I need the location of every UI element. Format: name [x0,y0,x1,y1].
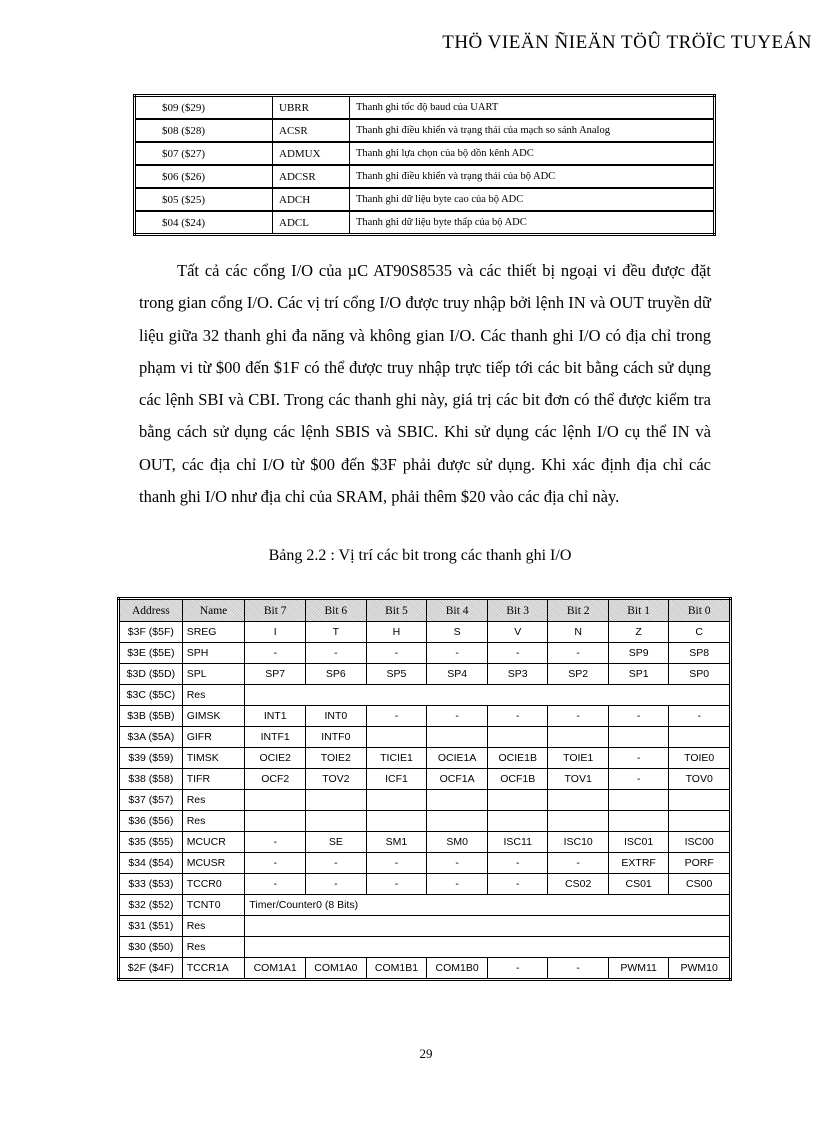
column-header: Name [182,599,245,622]
bit-cell: SP5 [366,664,427,685]
bit-cell: SP9 [608,643,669,664]
bit-cell: S [427,622,488,643]
body-paragraph [139,255,711,513]
column-header: Address [119,599,183,622]
bit-cell: TOIE2 [306,748,367,769]
bit-cell: INT0 [306,706,367,727]
register-address: $3E ($5E) [119,643,183,664]
bit-cell: T [306,622,367,643]
bit-cell [669,811,731,832]
bit-cell: TOV2 [306,769,367,790]
table-row [119,853,731,874]
bit-cell [487,790,548,811]
bit-cell: SM0 [427,832,488,853]
table-row [119,706,731,727]
register-description: Thanh ghi tốc độ baud của UART [350,96,715,120]
register-address: $3A ($5A) [119,727,183,748]
register-name: TIFR [182,769,245,790]
table-row [119,832,731,853]
bit-cell: TOV0 [669,769,731,790]
register-bit-table [117,597,732,981]
bit-cell: SM1 [366,832,427,853]
register-address: $33 ($53) [119,874,183,895]
register-name: SPH [182,643,245,664]
table-row [119,895,731,916]
bit-cell: - [366,853,427,874]
bit-cell: CS02 [548,874,608,895]
bit-cell: SP6 [306,664,367,685]
register-name: Res [182,916,245,937]
spanning-cell [245,916,731,937]
bit-cell: COM1A1 [245,958,306,980]
register-address: $37 ($57) [119,790,183,811]
register-name: Res [182,811,245,832]
table-row [135,142,715,165]
table-row [119,769,731,790]
bit-cell: INT1 [245,706,306,727]
table-header-row [119,599,731,622]
bit-cell: N [548,622,608,643]
register-address: $34 ($54) [119,853,183,874]
bit-cell [487,727,548,748]
bit-cell: ISC10 [548,832,608,853]
bit-cell: PORF [669,853,731,874]
register-name: GIMSK [182,706,245,727]
bit-cell: CS00 [669,874,731,895]
table-row [135,119,715,142]
bit-cell: V [487,622,548,643]
bit-cell: COM1B1 [366,958,427,980]
column-header: Bit 3 [487,599,548,622]
table-row [135,165,715,188]
spanning-cell [245,937,731,958]
spanning-cell [245,685,731,706]
register-description: Thanh ghi dữ liệu byte thấp của bộ ADC [356,217,527,228]
bit-cell: OCF2 [245,769,306,790]
bit-cell: - [548,706,608,727]
bit-cell: - [427,874,488,895]
bit-cell [366,811,427,832]
bit-cell: ISC01 [608,832,669,853]
column-header: Bit 7 [245,599,306,622]
bit-cell: ISC00 [669,832,731,853]
bit-cell [245,790,306,811]
bit-cell: - [487,706,548,727]
table-row [119,874,731,895]
table-row [119,811,731,832]
bit-cell: - [608,706,669,727]
register-description: Thanh ghi lựa chọn của bộ dồn kênh ADC [350,142,715,165]
register-address: $04 ($24) [135,211,273,235]
bit-cell: C [669,622,731,643]
bit-cell: SP8 [669,643,731,664]
bit-cell: TOIE0 [669,748,731,769]
bit-cell: H [366,622,427,643]
bit-cell: - [487,853,548,874]
bit-cell [306,811,367,832]
table-row [119,916,731,937]
bit-cell [487,811,548,832]
register-address: $39 ($59) [119,748,183,769]
column-header: Bit 5 [366,599,427,622]
register-description: Thanh ghi dữ liệu byte cao của bộ ADC [350,188,715,211]
bit-cell [669,727,731,748]
bit-cell: - [306,874,367,895]
table-row [119,937,731,958]
bit-cell: - [487,643,548,664]
register-address: $06 ($26) [135,165,273,188]
column-header: Bit 2 [548,599,608,622]
column-header: Bit 1 [608,599,669,622]
bit-cell: OCF1A [427,769,488,790]
bit-cell [548,727,608,748]
bit-cell [548,790,608,811]
bit-cell: - [366,706,427,727]
register-name: MCUSR [182,853,245,874]
register-name: ADMUX [273,142,350,165]
bit-cell: PWM11 [608,958,669,980]
bit-cell: OCIE1A [427,748,488,769]
register-name: TCCR0 [182,874,245,895]
register-address: $3F ($5F) [119,622,183,643]
register-address: $38 ($58) [119,769,183,790]
bit-cell: - [427,643,488,664]
page-header: THÖ VIEÄN ÑIEÄN TÖÛ TRÖÏC TUYEÁN [442,32,812,53]
bit-cell [608,727,669,748]
bit-cell [306,790,367,811]
register-name: Res [182,937,245,958]
bit-cell: CS01 [608,874,669,895]
register-name: TIMSK [182,748,245,769]
bit-cell: SP1 [608,664,669,685]
register-name: TCNT0 [182,895,245,916]
register-address: $35 ($55) [119,832,183,853]
table-caption: Bảng 2.2 : Vị trí các bit trong các thanh ghi I/O [268,547,572,564]
bit-cell: SP4 [427,664,488,685]
register-address: $32 ($52) [119,895,183,916]
bit-cell: EXTRF [608,853,669,874]
table-row [119,748,731,769]
page-number: 29 [419,1046,433,1061]
bit-cell: COM1B0 [427,958,488,980]
bit-cell: - [548,958,608,980]
bit-cell: - [245,853,306,874]
register-address: $3D ($5D) [119,664,183,685]
bit-cell [427,790,488,811]
register-name: ADCSR [273,165,350,188]
register-name: ADCH [273,188,350,211]
register-name: UBRR [273,96,350,120]
bit-cell: SP3 [487,664,548,685]
register-name: SREG [182,622,245,643]
bit-cell: - [548,643,608,664]
register-description: Thanh ghi điều khiển và trạng thái của mạch so sánh Analog [350,119,715,142]
bit-cell: - [608,748,669,769]
register-name: ACSR [273,119,350,142]
bit-cell: SP2 [548,664,608,685]
bit-cell: - [306,643,367,664]
bit-cell: OCIE2 [245,748,306,769]
bit-cell: I [245,622,306,643]
paragraph-text: Tất cả các cổng I/O của µC AT90S8535 và các thiết bị ngoại vi đều được đặt trong gian cổng I/O. Các vị trí cổng I/O được truy nhập bởi lệnh IN và OUT truyền dữ liệu giữa 32 thanh ghi đa năng và không gian I/O. Các thanh ghi I/O có địa chỉ trong phạm vi từ $00 đến $1F có thể được truy nhập trực tiếp tới các bit bằng cách sử dụng các lệnh SBI và CBI. Trong các thanh ghi này, giá trị các bit đơn có thể được kiểm tra bằng cách sử dụng các lệnh SBIS và SBIC. Khi sử dụng các lệnh I/O cụ thể IN và OUT, các địa chỉ I/O từ $00 đến $3F phải được sử dụng. Khi xác định địa chỉ các thanh ghi I/O như địa chỉ của SRAM, phải thêm $20 vào các địa chỉ này. [139,261,711,507]
bit-cell [548,811,608,832]
register-address: $3B ($5B) [119,706,183,727]
register-address: $2F ($4F) [119,958,183,980]
bit-cell: TOV1 [548,769,608,790]
register-name: Res [182,790,245,811]
bit-cell: Z [608,622,669,643]
register-name: Res [182,685,245,706]
register-name: ADCL [273,211,350,235]
register-name: MCUCR [182,832,245,853]
bit-cell: SE [306,832,367,853]
io-register-description-table [133,94,716,236]
register-address: $05 ($25) [135,188,273,211]
bit-cell: - [487,958,548,980]
column-header: Bit 4 [427,599,488,622]
register-address: $30 ($50) [119,937,183,958]
table-row [135,211,715,235]
register-address: $36 ($56) [119,811,183,832]
register-address: $09 ($29) [135,96,273,120]
column-header: Bit 0 [669,599,731,622]
bit-cell: - [366,643,427,664]
bit-cell [427,727,488,748]
spanning-cell: Timer/Counter0 (8 Bits) [245,895,731,916]
bit-cell: - [548,853,608,874]
table-row [119,958,731,980]
register-address: $3C ($5C) [119,685,183,706]
bit-cell: TICIE1 [366,748,427,769]
bit-cell: SP7 [245,664,306,685]
register-name: SPL [182,664,245,685]
bit-cell: SP0 [669,664,731,685]
bit-cell: - [245,643,306,664]
register-address: $07 ($27) [135,142,273,165]
table-row [119,664,731,685]
bit-cell [427,811,488,832]
table-row [135,188,715,211]
bit-cell: ICF1 [366,769,427,790]
column-header: Bit 6 [306,599,367,622]
table-row [119,685,731,706]
bit-cell: OCF1B [487,769,548,790]
bit-cell: OCIE1B [487,748,548,769]
bit-cell [366,727,427,748]
bit-cell: - [245,832,306,853]
bit-cell: TOIE1 [548,748,608,769]
table-row [119,643,731,664]
bit-cell: - [427,853,488,874]
bit-cell [366,790,427,811]
register-address: $08 ($28) [135,119,273,142]
register-name: TCCR1A [182,958,245,980]
bit-cell: - [245,874,306,895]
bit-cell: PWM10 [669,958,731,980]
bit-cell: - [608,769,669,790]
bit-cell: ISC11 [487,832,548,853]
bit-cell: INTF0 [306,727,367,748]
bit-cell [608,790,669,811]
bit-cell: - [669,706,731,727]
bit-cell: - [366,874,427,895]
bit-cell: COM1A0 [306,958,367,980]
table-row [119,622,731,643]
bit-cell [669,790,731,811]
table-row [135,96,715,120]
bit-cell [245,811,306,832]
table-row [119,790,731,811]
bit-cell: - [306,853,367,874]
bit-cell: INTF1 [245,727,306,748]
bit-cell: - [427,706,488,727]
table-row [119,727,731,748]
bit-cell: - [487,874,548,895]
bit-cell [608,811,669,832]
register-description: Thanh ghi điều khiển và trạng thái của bộ ADC [350,165,715,188]
register-name: GIFR [182,727,245,748]
register-address: $31 ($51) [119,916,183,937]
